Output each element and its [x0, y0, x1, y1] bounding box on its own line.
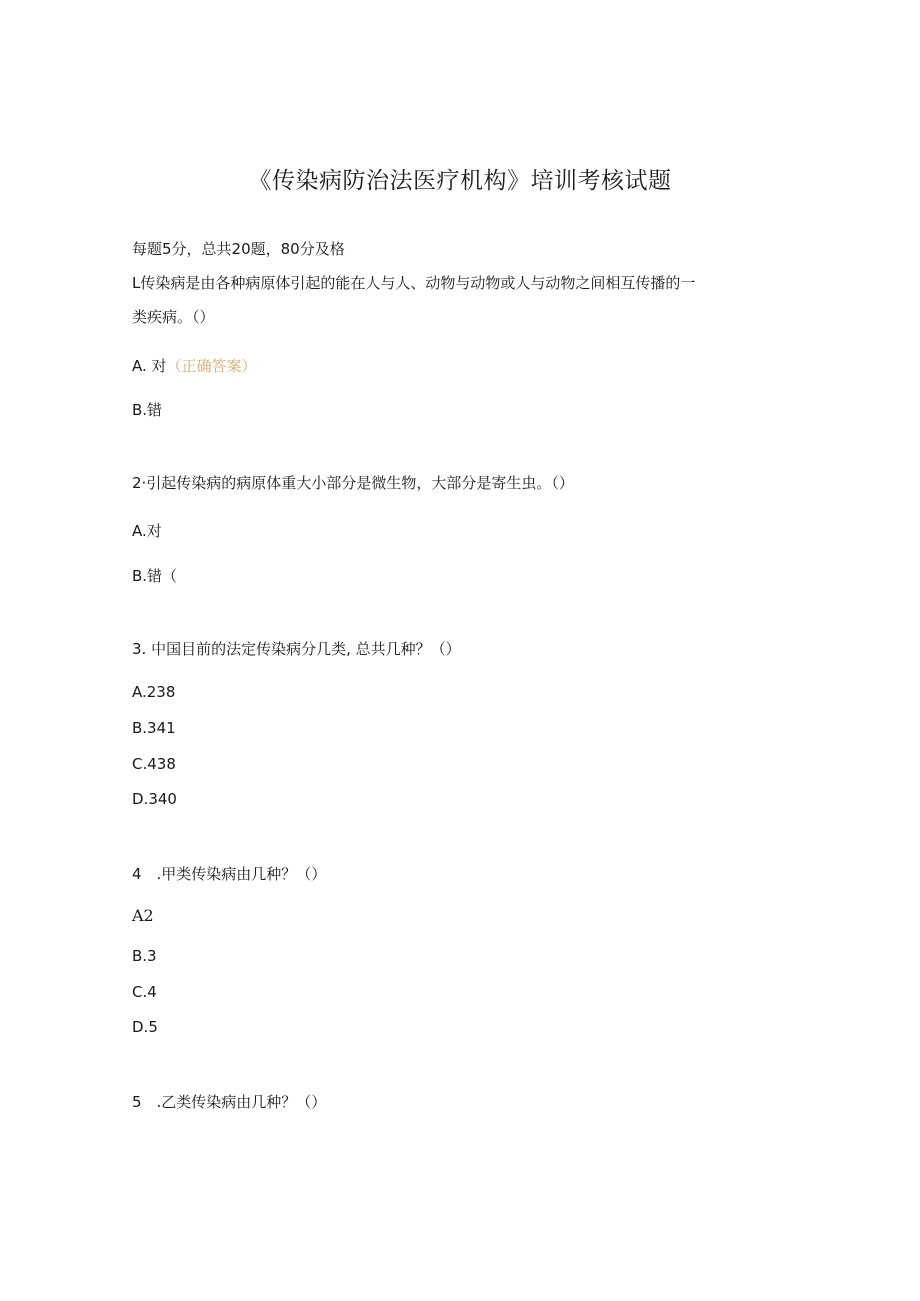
question-4-option-b: B.3	[132, 947, 157, 965]
question-3-option-c: C.438	[132, 755, 176, 773]
question-1-option-a	[132, 355, 257, 376]
question-1-text-continued: 类疾病。（）	[132, 308, 215, 326]
question-5-text: 5 .乙类传染病由几种？（）	[132, 1093, 327, 1111]
question-3-text: 3. 中国目前的法定传染病分几类, 总共几种？（）	[132, 640, 461, 658]
question-2-option-a: A.对	[132, 522, 162, 540]
question-3-option-b: B.341	[132, 719, 176, 737]
question-3-option-d: D.340	[132, 790, 177, 808]
question-4-option-a: A2	[132, 906, 154, 925]
question-2-text: 2·引起传染病的病原体重大小部分是微生物，大部分是寄生虫。（）	[132, 474, 574, 492]
option-label: A. 对	[132, 357, 167, 375]
question-4-option-c: C.4	[132, 983, 157, 1001]
question-1-text: L传染病是由各种病原体引起的能在人与人、动物与动物或人与动物之间相互传播的一	[132, 274, 696, 292]
page-title: 《传染病防治法医疗机构》培训考核试题	[248, 168, 672, 194]
instructions: 每题5分，总共20题，80分及格	[132, 240, 345, 258]
question-4-text: 4 .甲类传染病由几种？（）	[132, 865, 327, 883]
question-4-option-d: D.5	[132, 1018, 158, 1036]
question-2-option-b: B.错（	[132, 567, 178, 585]
correct-answer-mark: （正确答案）	[166, 357, 257, 375]
question-1-option-b: B.错	[132, 401, 163, 419]
question-3-option-a: A.238	[132, 683, 176, 701]
